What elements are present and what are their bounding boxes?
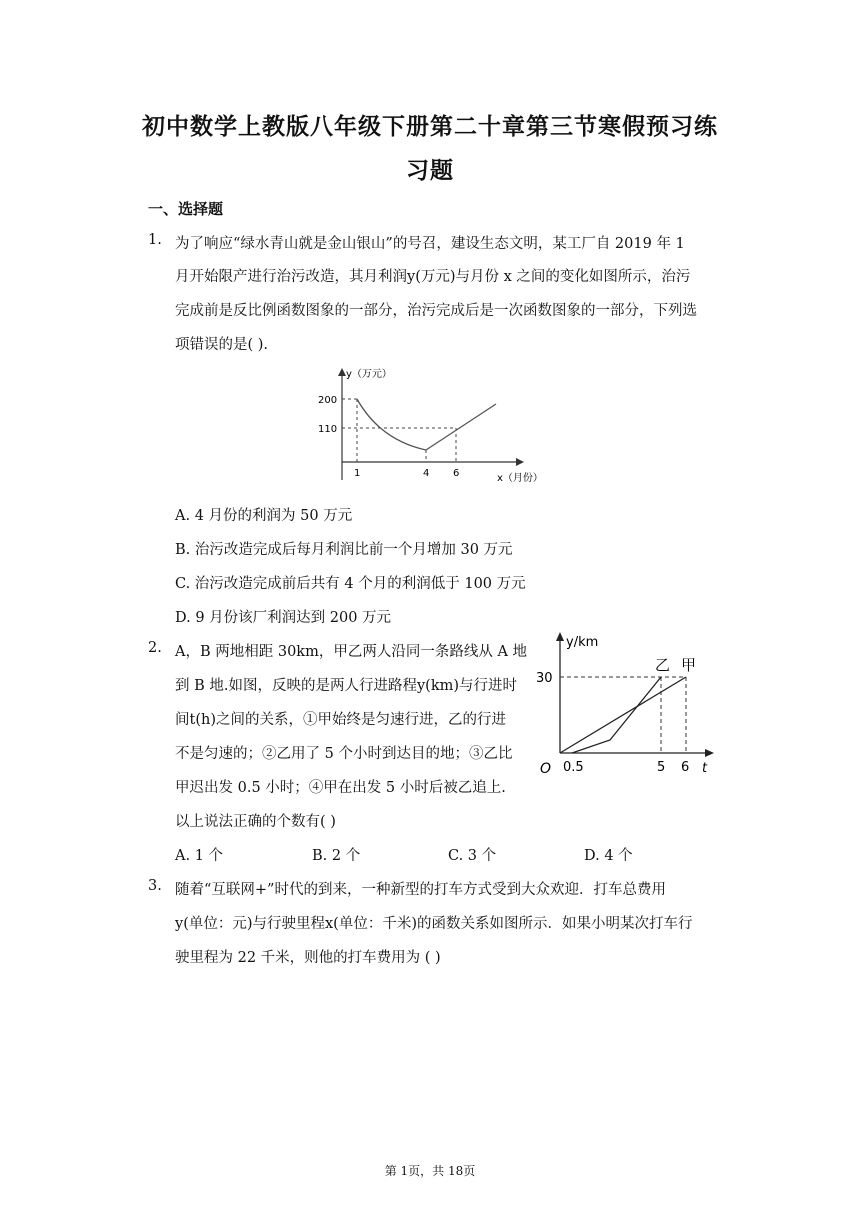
tick-label-4: 4 xyxy=(423,468,430,479)
tick-label-200: 200 xyxy=(318,395,338,406)
question-1-option-a[interactable]: A. 4 月份的利润为 50 万元 xyxy=(175,508,353,524)
question-3-text-line: 随着“互联网+”时代的到来，一种新型的打车方式受到大众欢迎．打车总费用 xyxy=(175,882,666,898)
question-3-text-line: y(单位：元)与行驶里程x(单位：千米)的函数关系如图所示．如果小明某次打车行 xyxy=(175,916,693,932)
series-label-yi: 乙 xyxy=(655,656,671,674)
tick-label-1: 1 xyxy=(354,468,361,479)
question-2-text-line: 到 B 地.如图，反映的是两人行进路程y(km)与行进时 xyxy=(175,678,518,694)
question-1-option-c[interactable]: C. 治污改造完成前后共有 4 个月的利润低于 100 万元 xyxy=(175,576,526,592)
question-2-graph xyxy=(530,628,725,776)
graph-y-axis-label: y（万元） xyxy=(346,369,392,380)
series-label-jia: 甲 xyxy=(681,656,697,674)
origin-label: O xyxy=(540,761,552,776)
question-2-option-c[interactable]: C. 3 个 xyxy=(448,848,497,864)
page-title: 初中数学上教版八年级下册第二十章第三节寒假预习练 xyxy=(142,113,718,140)
page-footer: 第 1页，共 18页 xyxy=(384,1164,476,1178)
question-1-text-line: 月开始限产进行治污改造，其月利润y(万元)与月份 x 之间的变化如图所示，治污 xyxy=(175,269,691,285)
tick-label-110: 110 xyxy=(318,424,338,435)
graph-x-axis-label: x（月份） xyxy=(497,473,543,484)
question-1-text-line: 项错误的是( ). xyxy=(175,337,269,353)
question-2-option-a[interactable]: A. 1 个 xyxy=(175,848,224,864)
graph-x-axis-label: t xyxy=(702,761,708,776)
tick-label-5: 5 xyxy=(657,760,666,775)
tick-label-0-5: 0.5 xyxy=(563,760,584,775)
question-3-text-line: 驶里程为 22 千米，则他的打车费用为 ( ) xyxy=(175,950,441,966)
question-1-graph xyxy=(310,362,555,490)
tick-label-30: 30 xyxy=(536,671,553,686)
question-3-number: 3. xyxy=(148,878,162,894)
section-heading: 一、选择题 xyxy=(148,200,224,218)
question-1-option-d[interactable]: D. 9 月份该厂利润达到 200 万元 xyxy=(175,610,392,626)
graph-y-axis-label: y/km xyxy=(566,635,599,650)
page-title-continued: 习题 xyxy=(406,157,454,184)
question-2-text-line: 间t(h)之间的关系，①甲始终是匀速行进，乙的行进 xyxy=(175,712,506,728)
question-1-text-line: 为了响应“绿水青山就是金山银山”的号召，建设生态文明，某工厂自 2019 年 1 xyxy=(175,236,685,252)
question-2-number: 2. xyxy=(148,640,162,656)
tick-label-6: 6 xyxy=(681,760,690,775)
question-2-text-line: 以上说法正确的个数有( ) xyxy=(175,814,336,830)
question-1-text-line: 完成前是反比例函数图象的一部分，治污完成后是一次函数图象的一部分，下列选 xyxy=(175,303,697,319)
question-1-option-b[interactable]: B. 治污改造完成后每月利润比前一个月增加 30 万元 xyxy=(175,542,513,558)
question-2-option-d[interactable]: D. 4 个 xyxy=(584,848,633,864)
question-2-text-line: A，B 两地相距 30km，甲乙两人沿同一条路线从 A 地 xyxy=(175,644,528,660)
question-1-number: 1. xyxy=(148,232,162,248)
tick-label-6: 6 xyxy=(453,468,460,479)
question-2-text-line: 甲迟出发 0.5 小时；④甲在出发 5 小时后被乙追上. xyxy=(175,780,506,796)
question-2-option-b[interactable]: B. 2 个 xyxy=(312,848,361,864)
question-2-text-line: 不是匀速的；②乙用了 5 个小时到达目的地；③乙比 xyxy=(175,746,513,762)
